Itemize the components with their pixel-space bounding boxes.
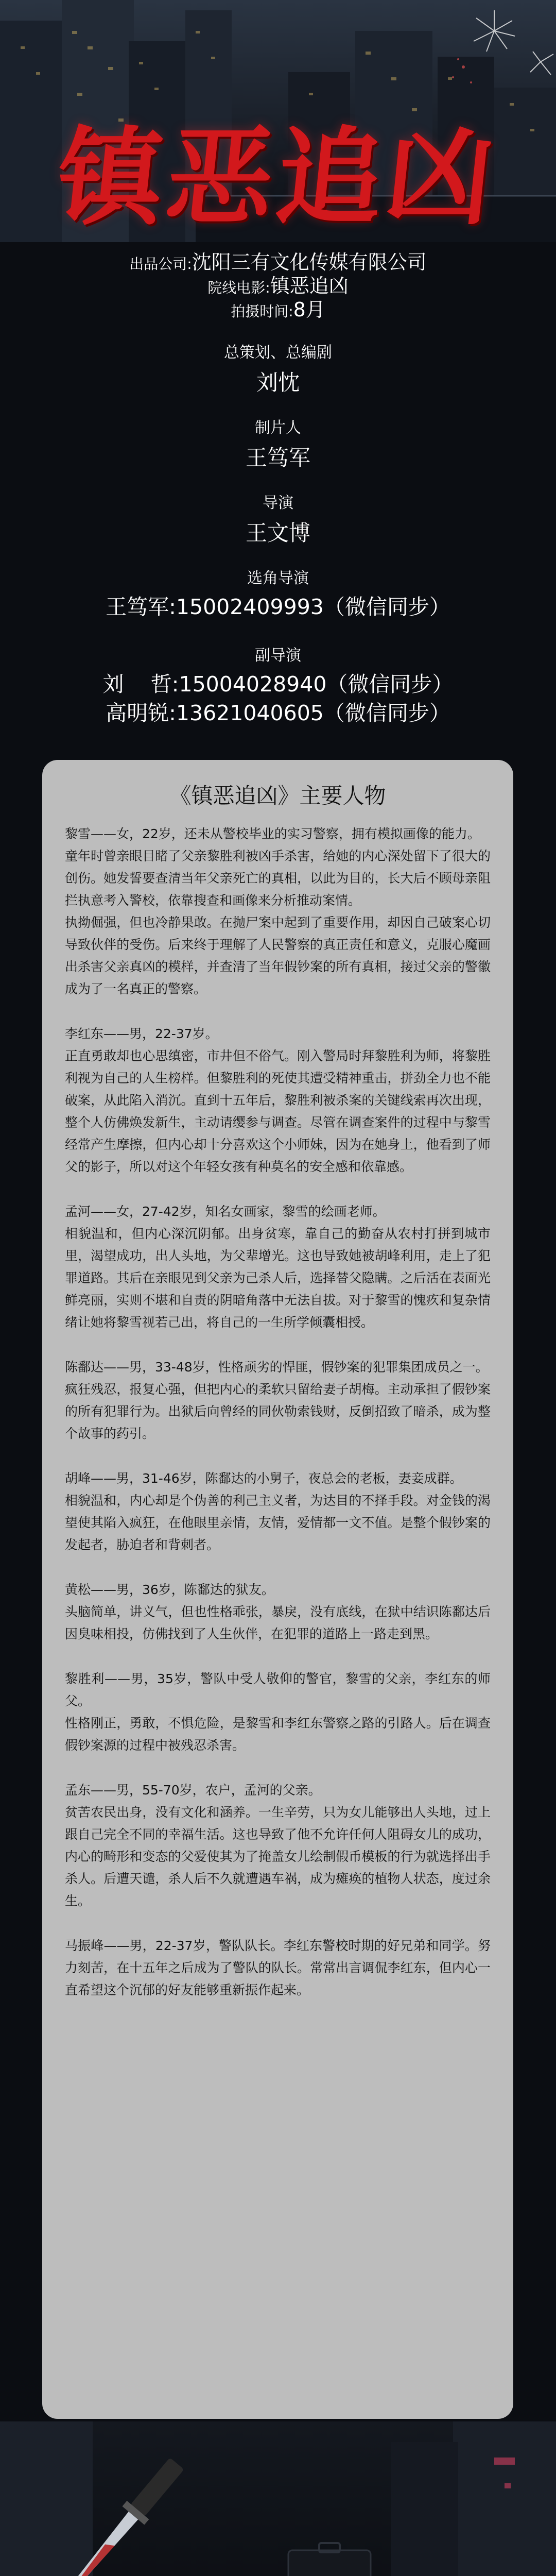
crew-contact-assistant-2: 高明锐:13621040605（微信同步） xyxy=(106,701,450,725)
character-entry-mazhenfeng xyxy=(65,1935,491,2001)
poster-title: 镇恶追凶 xyxy=(51,116,503,240)
character-paragraph: 性格刚正，勇敢，不惧危险，是黎雪和李红东警察之路的引路人。后在调查假钞案源的过程中被残忍杀害。 xyxy=(65,1716,491,1753)
character-entry-huangsong xyxy=(65,1579,491,1645)
crew-name-planner: 刘忱 xyxy=(256,370,300,395)
meta-label: 拍摄时间: xyxy=(231,303,293,320)
hero-banner xyxy=(0,0,556,242)
character-entry-chenpoda xyxy=(65,1356,491,1445)
character-paragraph: 正直勇敢却也心思缜密，市井但不俗气。刚入警局时拜黎胜利为师，将黎胜利视为自己的人生榜样。但黎胜利的死使其遭受精神重击，拼劲全力也不能破案，从此陷入消沉。直到十五年后，黎胜利被杀案的关键线索再次出现，整个人仿佛焕发新生，主动请缨参与调查。尽管在调查案件的过程中与黎雪经常产生摩擦，但内心却十分喜欢这个小师妹，因为在她身上，他看到了师父的影子，所以对这个年轻女孩有种莫名的安全感和依靠感。 xyxy=(65,1048,491,1174)
character-intro: 陈鄱达——男，33-48岁，性格顽劣的悍匪，假钞案的犯罪集团成员之一。 xyxy=(65,1360,489,1375)
character-intro: 孟东——男，55-70岁，农户，孟河的父亲。 xyxy=(65,1783,321,1798)
meta-value: 8月 xyxy=(293,298,325,321)
credits-section xyxy=(0,251,556,727)
character-intro: 胡峰——男，31-46岁，陈鄱达的小舅子，夜总会的老板，妻妾成群。 xyxy=(65,1471,463,1486)
meta-value: 沈阳三有文化传媒有限公司 xyxy=(192,251,427,274)
characters-card xyxy=(42,760,513,2419)
character-paragraph: 头脑简单，讲义气，但也性格乖张，暴戾，没有底线，在狱中结识陈鄱达后因臭味相投，仿佛找到了人生伙伴，在犯罪的道路上一路走到黑。 xyxy=(65,1604,491,1641)
meta-label: 出品公司: xyxy=(129,256,192,273)
character-entry-lihongdong xyxy=(65,1023,491,1178)
character-intro: 黎雪——女，22岁，还未从警校毕业的实习警察，拥有模拟画像的能力。 xyxy=(65,826,480,841)
crew-role-planner: 总策划、总编剧 xyxy=(224,344,332,362)
character-entry-menghe xyxy=(65,1200,491,1333)
character-intro: 黎胜利——男，35岁，警队中受人敬仰的警官，黎雪的父亲，李红东的师父。 xyxy=(65,1671,491,1708)
crew-contact-assistant-1: 刘 哲:15004028940（微信同步） xyxy=(102,672,454,697)
character-paragraph: 马振峰——男，22-37岁，警队队长。李红东警校时期的好兄弟和同学。努力刻苦，在十五年之后成为了警队的队长。常常出言调侃李红东，但内心一直希望这个沉郁的好友能够重新振作起来。 xyxy=(65,1938,491,1997)
character-paragraph: 童年时曾亲眼目睹了父亲黎胜利被凶手杀害，给她的内心深处留下了很大的创伤。她发誓要查清当年父亲死亡的真相，以此为目的，长大后不顾母亲阻拦执意考入警校，依靠搜查和画像来分析推动案情。 xyxy=(65,849,491,908)
crew-contact-casting: 王笃军:15002409993（微信同步） xyxy=(106,595,450,619)
character-entry-lixue xyxy=(65,823,491,1000)
crew-role-assistant-director: 副导演 xyxy=(255,647,301,665)
character-entry-hufeng xyxy=(65,1467,491,1556)
bottom-illustration xyxy=(0,2421,556,2576)
crew-role-casting: 选角导演 xyxy=(247,569,309,587)
crew-name-director: 王文博 xyxy=(245,520,310,546)
meta-label: 院线电影: xyxy=(207,279,270,296)
character-entry-mengdong xyxy=(65,1779,491,1912)
character-intro: 李红东——男，22-37岁。 xyxy=(65,1026,218,1041)
meta-shoot-time xyxy=(0,299,556,323)
characters-heading: 《镇恶追凶》主要人物 xyxy=(169,783,386,808)
meta-production-company xyxy=(0,251,556,275)
character-paragraph: 疯狂残忍，报复心强，但把内心的柔软只留给妻子胡梅。主动承担了假钞案的所有犯罪行为。出狱后向曾经的同伙勒索钱财，反倒招致了暗杀，成为整个故事的药引。 xyxy=(65,1382,491,1441)
character-intro: 黄松——男，36岁，陈鄱达的狱友。 xyxy=(65,1582,274,1597)
character-paragraph: 执拗倔强，但也冷静果敢。在抛尸案中起到了重要作用，却因自己破案心切导致伙伴的受伤。后来终于理解了人民警察的真正责任和意义，克服心魔画出杀害父亲真凶的模样，并查清了当年假钞案的所有真相，接过父亲的警徽成为了一名真正的警察。 xyxy=(65,915,491,996)
character-entry-lishengli xyxy=(65,1668,491,1756)
character-intro: 孟河——女，27-42岁，知名女画家，黎雪的绘画老师。 xyxy=(65,1204,386,1219)
crime-scene-illustration xyxy=(0,2421,556,2576)
crew-role-producer: 制片人 xyxy=(255,419,301,437)
meta-value: 镇恶追凶 xyxy=(270,275,349,297)
meta-film-type xyxy=(0,275,556,299)
character-paragraph: 相貌温和，但内心深沉阴郁。出身贫寒，靠自己的勤奋从农村打拼到城市里，渴望成功，出人头地，为父辈增光。这也导致她被胡峰利用，走上了犯罪道路。其后在亲眼见到父亲为己杀人后，选择替父隐瞒。之后活在表面光鲜亮丽，实则不堪和自责的阴暗角落中无法自拔。对于黎雪的愧疚和复杂情绪让她将黎雪视若己出，将自己的一生所学倾囊相授。 xyxy=(65,1226,491,1330)
character-paragraph: 相貌温和，内心却是个伪善的利己主义者，为达目的不择手段。对金钱的渴望使其陷入疯狂，在他眼里亲情，友情，爱情都一文不值。是整个假钞案的发起者，胁迫者和背刺者。 xyxy=(65,1493,491,1552)
crew-name-producer: 王笃军 xyxy=(245,445,310,470)
poster-title-wrap xyxy=(0,93,556,242)
crew-role-director: 导演 xyxy=(263,494,293,512)
character-paragraph: 贫苦农民出身，没有文化和涵养。一生辛劳，只为女儿能够出人头地，过上跟自己完全不同的幸福生活。这也导致了他不允许任何人阻碍女儿的成功，内心的畸形和变态的父爱使其为了掩盖女儿绘制假币模板的行为就选择出手杀人。后遭天谴，杀人后不久就遭遇车祸，成为瘫痪的植物人状态，度过余生。 xyxy=(65,1805,491,1908)
